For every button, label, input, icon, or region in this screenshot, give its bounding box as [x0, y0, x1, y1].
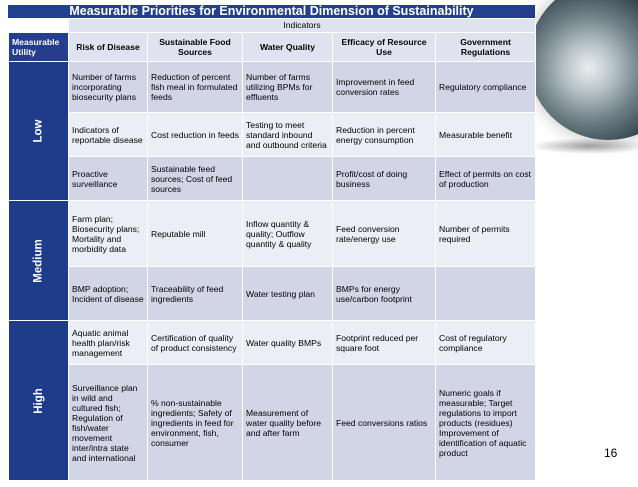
indicators-header: Indicators [69, 19, 536, 33]
measurable-utility-header: Measurable Utility [9, 33, 69, 62]
table-cell: Cost of regulatory compliance [436, 321, 536, 365]
level-medium [9, 201, 69, 321]
priorities-table [8, 18, 536, 481]
table-cell: Number of farms incorporating biosecurity plans [69, 62, 148, 113]
table-cell: Feed conversion rate/energy use [333, 201, 436, 267]
table-cell: Sustainable feed sources; Cost of feed sources [148, 157, 243, 201]
table-cell: Inflow quantity & quality; Outflow quantity & quality [243, 201, 333, 267]
table-cell [436, 267, 536, 321]
table-cell: Reduction of percent fish meal in formulated feeds [148, 62, 243, 113]
table-row [9, 321, 536, 365]
level-label: High [32, 387, 45, 414]
table-cell: Aquatic animal health plan/risk management [69, 321, 148, 365]
table-cell: % non-sustainable ingredients; Safety of ingredients in feed for environment, fish, consumer [148, 365, 243, 481]
header-corner [9, 19, 69, 33]
table-cell: Measurement of water quality before and after farm [243, 365, 333, 481]
table-cell: Improvement in feed conversion rates [333, 62, 436, 113]
table-cell: Regulatory compliance [436, 62, 536, 113]
column-header-risk-of-disease: Risk of Disease [69, 33, 148, 62]
column-header-water-quality: Water Quality [243, 33, 333, 62]
table-cell: Footprint reduced per square foot [333, 321, 436, 365]
table-cell: Surveillance plan in wild and cultured fish; Regulation of fish/water movement inter/intra state and international [69, 365, 148, 481]
table-row [9, 201, 536, 267]
table-cell: Measurable benefit [436, 113, 536, 157]
globe-image [528, 0, 638, 140]
table-cell: Profit/cost of doing business [333, 157, 436, 201]
level-low [9, 62, 69, 201]
table-cell: Reduction in percent energy consumption [333, 113, 436, 157]
table-cell: Cost reduction in feeds [148, 113, 243, 157]
table-cell: Proactive surveillance [69, 157, 148, 201]
page-number: 16 [604, 446, 618, 460]
level-label: Medium [32, 238, 45, 283]
table-cell: Farm plan; Biosecurity plans; Mortality and morbidity data [69, 201, 148, 267]
table-cell: Traceability of feed ingredients [148, 267, 243, 321]
table-row [9, 62, 536, 113]
slide-title: Measurable Priorities for Environmental Dimension of Sustainability [8, 5, 535, 18]
column-header-government-regulations: Government Regulations [436, 33, 536, 62]
globe-shadow [528, 138, 638, 154]
table-cell: Certification of quality of product consistency [148, 321, 243, 365]
table-cell: Reputable mill [148, 201, 243, 267]
table-cell: Testing to meet standard inbound and outbound criteria [243, 113, 333, 157]
table-cell: BMP adoption; Incident of disease [69, 267, 148, 321]
table-cell: Number of farms utilizing BPMs for effluents [243, 62, 333, 113]
table-cell: Numeric goals if measurable; Target regulations to import products (residues) Improvement of identification of aquatic product [436, 365, 536, 481]
table-cell: Feed conversions ratios [333, 365, 436, 481]
level-high [9, 321, 69, 481]
table-cell: Water testing plan [243, 267, 333, 321]
table-cell: Indicators of reportable disease [69, 113, 148, 157]
table-row [9, 113, 536, 157]
table-cell [243, 157, 333, 201]
table-row [9, 365, 536, 481]
column-header-row [9, 33, 536, 62]
column-header-sustainable-food-sources: Sustainable Food Sources [148, 33, 243, 62]
table-cell: BMPs for energy use/carbon footprint [333, 267, 436, 321]
indicators-header-row [9, 19, 536, 33]
table-cell: Effect of permits on cost of production [436, 157, 536, 201]
level-label: Low [32, 119, 45, 143]
table-row [9, 157, 536, 201]
table-row [9, 267, 536, 321]
table-cell: Number of permits required [436, 201, 536, 267]
column-header-efficacy-of-resource-use: Efficacy of Resource Use [333, 33, 436, 62]
table-cell: Water quality BMPs [243, 321, 333, 365]
